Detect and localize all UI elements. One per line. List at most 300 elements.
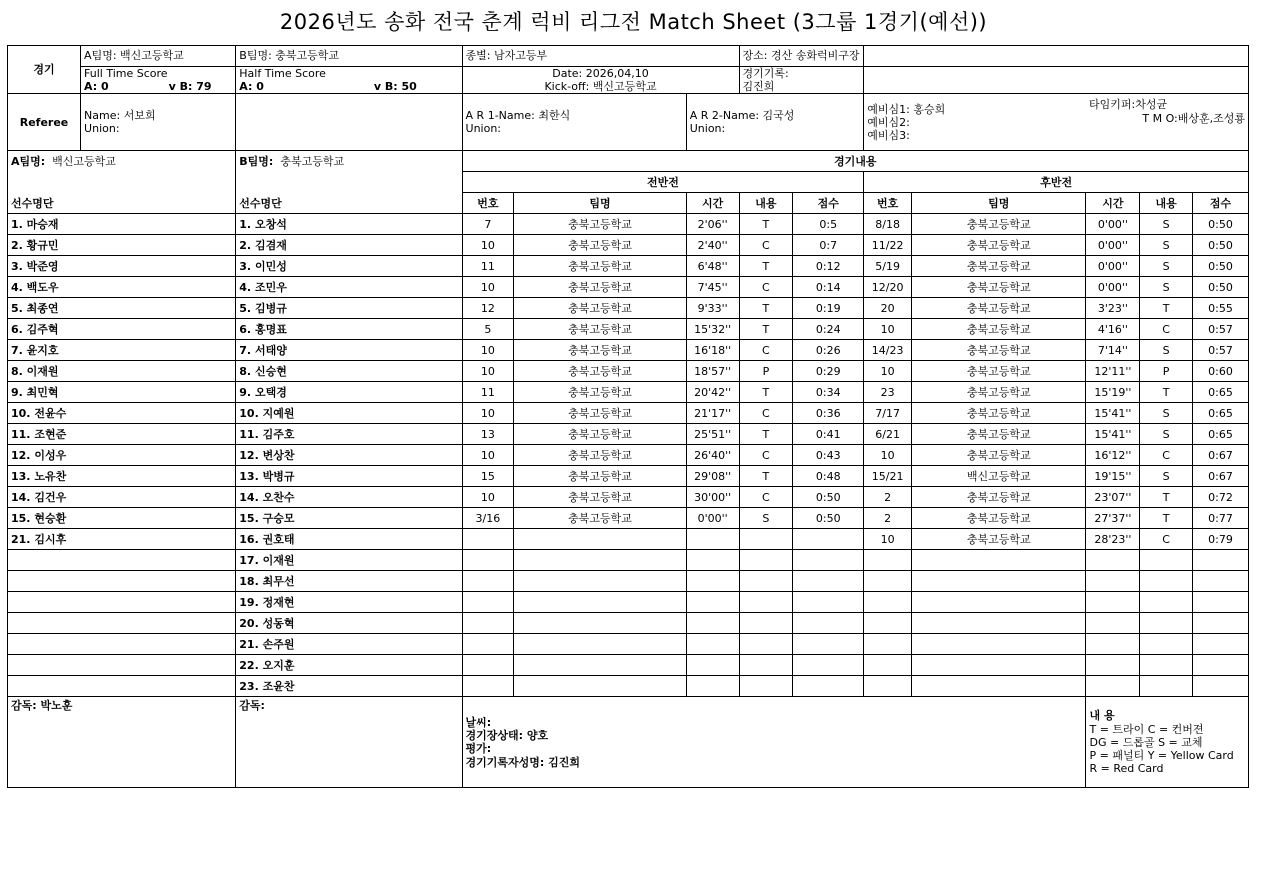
- h2-time: 27'37'': [1086, 508, 1140, 529]
- h2-no: 14/23: [864, 340, 912, 361]
- h2-team: 충북고등학교: [911, 298, 1086, 319]
- h1-time: [686, 592, 739, 613]
- h2-time: 0'00'': [1086, 277, 1140, 298]
- player-b: 20. 성동혁: [236, 613, 462, 634]
- h2-type: C: [1140, 319, 1193, 340]
- h1-team: 충북고등학교: [514, 424, 686, 445]
- h2-team: 충북고등학교: [911, 214, 1086, 235]
- h2-no: [864, 571, 912, 592]
- player-b: 3. 이민성: [236, 256, 462, 277]
- h2-time: [1086, 655, 1140, 676]
- players-b-header: 선수명단: [236, 193, 462, 214]
- first-half-header: 전반전: [462, 172, 864, 193]
- h2-score: 0:65: [1193, 403, 1249, 424]
- h1-time: 0'00'': [686, 508, 739, 529]
- venue-extra: [864, 46, 1249, 67]
- player-a: 5. 최종연: [8, 298, 236, 319]
- h1-team: 충북고등학교: [514, 487, 686, 508]
- h1-no: [462, 571, 514, 592]
- h1-score: 0:48: [793, 466, 864, 487]
- h1-type: C: [739, 340, 793, 361]
- table-row: [8, 445, 1249, 466]
- player-a: 4. 백도우: [8, 277, 236, 298]
- h1-score: 0:41: [793, 424, 864, 445]
- h1-team: [514, 613, 686, 634]
- h2-no: [864, 655, 912, 676]
- h1-type: C: [739, 235, 793, 256]
- h2-time: [1086, 592, 1140, 613]
- recorder-extra: [864, 67, 1249, 94]
- table-row: [8, 214, 1249, 235]
- player-b: 22. 오지훈: [236, 655, 462, 676]
- table-row: [8, 529, 1249, 550]
- h1-score: 0:7: [793, 235, 864, 256]
- col-type-2: 내용: [1140, 193, 1193, 214]
- table-row: [8, 487, 1249, 508]
- h1-team: [514, 592, 686, 613]
- player-b: 8. 신승현: [236, 361, 462, 382]
- recorder-field: 경기기록: 김진희: [739, 67, 864, 94]
- player-b: 2. 김겸재: [236, 235, 462, 256]
- h1-type: S: [739, 508, 793, 529]
- h2-no: 8/18: [864, 214, 912, 235]
- player-a: 6. 김주혁: [8, 319, 236, 340]
- h2-no: 10: [864, 445, 912, 466]
- evaluation: 평가:: [465, 742, 492, 756]
- h1-team: 충북고등학교: [514, 256, 686, 277]
- h1-score: [793, 571, 864, 592]
- h1-team: 충북고등학교: [514, 403, 686, 424]
- legend-line-4: R = Red Card: [1089, 762, 1164, 776]
- h1-type: C: [739, 277, 793, 298]
- table-row: [8, 613, 1249, 634]
- h1-score: [793, 634, 864, 655]
- h1-score: [793, 550, 864, 571]
- h1-time: 15'32'': [686, 319, 739, 340]
- h1-score: 0:5: [793, 214, 864, 235]
- h2-team: 충북고등학교: [911, 361, 1086, 382]
- match-info-row-2: [8, 67, 1249, 94]
- col-no-2: 번호: [864, 193, 912, 214]
- h2-type: S: [1140, 403, 1193, 424]
- roster-header-row-2: [8, 172, 1249, 193]
- roster-header-row-3: [8, 193, 1249, 214]
- referee-spacer: [236, 94, 462, 151]
- h1-no: [462, 634, 514, 655]
- player-b: 5. 김병규: [236, 298, 462, 319]
- h1-type: T: [739, 214, 793, 235]
- h1-type: T: [739, 319, 793, 340]
- player-a: [8, 613, 236, 634]
- h1-time: 20'42'': [686, 382, 739, 403]
- h2-type: S: [1140, 256, 1193, 277]
- h2-no: 15/21: [864, 466, 912, 487]
- h1-no: [462, 592, 514, 613]
- match-notes: [462, 697, 1086, 788]
- h1-time: [686, 634, 739, 655]
- h1-team: 충북고등학교: [514, 277, 686, 298]
- h1-team: 충북고등학교: [514, 214, 686, 235]
- player-b: 11. 김주호: [236, 424, 462, 445]
- h2-score: 0:79: [1193, 529, 1249, 550]
- h1-type: [739, 613, 793, 634]
- player-a: 8. 이재원: [8, 361, 236, 382]
- player-b: 14. 오찬수: [236, 487, 462, 508]
- h2-no: 10: [864, 529, 912, 550]
- h2-time: 15'19'': [1086, 382, 1140, 403]
- h1-no: 10: [462, 340, 514, 361]
- player-a: 10. 전윤수: [8, 403, 236, 424]
- venue-field: 장소: 경산 송화럭비구장: [739, 46, 864, 67]
- h2-team: 충북고등학교: [911, 529, 1086, 550]
- h2-score: [1193, 655, 1249, 676]
- h1-no: 15: [462, 466, 514, 487]
- second-half-header: 후반전: [864, 172, 1249, 193]
- table-row: [8, 361, 1249, 382]
- h1-team: [514, 550, 686, 571]
- player-b: 15. 구승모: [236, 508, 462, 529]
- h2-type: C: [1140, 445, 1193, 466]
- h2-time: 7'14'': [1086, 340, 1140, 361]
- table-row: [8, 592, 1249, 613]
- referee-label: Referee: [8, 94, 81, 151]
- team-b-field: B팀명: 충북고등학교: [236, 46, 462, 67]
- table-row: [8, 277, 1249, 298]
- h2-type: C: [1140, 529, 1193, 550]
- player-b: 12. 변상찬: [236, 445, 462, 466]
- team-a-roster-title: A팀명: 백신고등학교: [8, 151, 236, 172]
- col-team-2: 팀명: [911, 193, 1086, 214]
- h1-type: C: [739, 487, 793, 508]
- timekeeper-tmo: 타임키퍼:차성균 T M O:배상훈,조성룡: [1086, 94, 1249, 151]
- h1-team: [514, 571, 686, 592]
- h2-time: 15'41'': [1086, 424, 1140, 445]
- h1-type: T: [739, 466, 793, 487]
- player-b: 9. 오택경: [236, 382, 462, 403]
- h1-team: [514, 634, 686, 655]
- h1-type: T: [739, 298, 793, 319]
- h2-time: 4'16'': [1086, 319, 1140, 340]
- player-a: [8, 676, 236, 697]
- player-b: 18. 최무선: [236, 571, 462, 592]
- team-b-roster-title: B팀명: 충북고등학교: [236, 151, 462, 172]
- h2-time: 12'11'': [1086, 361, 1140, 382]
- h1-team: 충북고등학교: [514, 508, 686, 529]
- h1-score: [793, 655, 864, 676]
- player-b: 6. 홍명표: [236, 319, 462, 340]
- h2-score: 0:60: [1193, 361, 1249, 382]
- h2-team: 충북고등학교: [911, 277, 1086, 298]
- h2-time: 28'23'': [1086, 529, 1140, 550]
- h2-score: 0:77: [1193, 508, 1249, 529]
- h1-score: [793, 529, 864, 550]
- h1-time: 6'48'': [686, 256, 739, 277]
- h2-type: T: [1140, 508, 1193, 529]
- h1-time: [686, 571, 739, 592]
- table-row: [8, 571, 1249, 592]
- coach-a: 감독: 박노훈: [8, 697, 236, 788]
- h1-time: 16'18'': [686, 340, 739, 361]
- h2-score: [1193, 634, 1249, 655]
- weather: 날씨:: [465, 716, 492, 729]
- h2-no: 2: [864, 487, 912, 508]
- h2-no: [864, 550, 912, 571]
- player-a: 9. 최민혁: [8, 382, 236, 403]
- h1-no: 5: [462, 319, 514, 340]
- table-row: [8, 424, 1249, 445]
- h2-time: 16'12'': [1086, 445, 1140, 466]
- col-score-1: 점수: [793, 193, 864, 214]
- half-time-score: Half Time Score A: 0 v B: 50: [236, 67, 462, 94]
- h2-score: 0:65: [1193, 382, 1249, 403]
- player-a: 14. 김건우: [8, 487, 236, 508]
- col-time-2: 시간: [1086, 193, 1140, 214]
- match-sheet-table: [7, 45, 1249, 788]
- h1-type: [739, 592, 793, 613]
- col-no-1: 번호: [462, 193, 514, 214]
- h2-type: S: [1140, 340, 1193, 361]
- h1-time: 9'33'': [686, 298, 739, 319]
- h2-type: [1140, 550, 1193, 571]
- coach-b: 감독:: [236, 697, 462, 788]
- table-row: [8, 319, 1249, 340]
- h2-team: [911, 676, 1086, 697]
- player-b: 1. 오창석: [236, 214, 462, 235]
- roster-a-blank: [8, 172, 236, 193]
- h2-no: [864, 592, 912, 613]
- h1-team: [514, 655, 686, 676]
- h1-team: 충북고등학교: [514, 340, 686, 361]
- field-condition: 경기장상태: 양호: [465, 729, 549, 743]
- team-a-field: A팀명: 백신고등학교: [81, 46, 236, 67]
- h1-time: [686, 613, 739, 634]
- table-row: [8, 298, 1249, 319]
- h2-no: 10: [864, 361, 912, 382]
- table-row: [8, 340, 1249, 361]
- player-a: 11. 조현준: [8, 424, 236, 445]
- h2-type: [1140, 634, 1193, 655]
- h1-score: 0:12: [793, 256, 864, 277]
- col-team-1: 팀명: [514, 193, 686, 214]
- h1-time: [686, 529, 739, 550]
- legend: [1086, 697, 1249, 788]
- h2-time: 0'00'': [1086, 256, 1140, 277]
- category-field: 종별: 남자고등부: [462, 46, 739, 67]
- full-time-score: Full Time Score A: 0 v B: 79: [81, 67, 236, 94]
- h1-no: 10: [462, 361, 514, 382]
- h2-no: 5/19: [864, 256, 912, 277]
- h2-no: [864, 676, 912, 697]
- h2-team: 충북고등학교: [911, 508, 1086, 529]
- date-kickoff: Date: 2026,04,10 Kick-off: 백신고등학교: [462, 67, 739, 94]
- h2-time: 0'00'': [1086, 235, 1140, 256]
- h1-type: [739, 529, 793, 550]
- h1-score: 0:50: [793, 487, 864, 508]
- h1-team: 충북고등학교: [514, 445, 686, 466]
- h2-score: 0:57: [1193, 340, 1249, 361]
- h1-score: 0:26: [793, 340, 864, 361]
- h2-score: 0:50: [1193, 214, 1249, 235]
- referee-row: [8, 94, 1249, 151]
- h1-time: [686, 550, 739, 571]
- player-a: [8, 634, 236, 655]
- h2-no: 23: [864, 382, 912, 403]
- h2-team: 충북고등학교: [911, 235, 1086, 256]
- player-a: 13. 노유찬: [8, 466, 236, 487]
- h2-no: [864, 634, 912, 655]
- h2-no: 11/22: [864, 235, 912, 256]
- legend-line-1: T = 트라이 C = 컨버젼: [1089, 722, 1204, 736]
- match-content-header: 경기내용: [462, 151, 1248, 172]
- table-row: [8, 235, 1249, 256]
- table-row: [8, 655, 1249, 676]
- h2-team: 충북고등학교: [911, 340, 1086, 361]
- h1-no: 10: [462, 403, 514, 424]
- h1-score: 0:24: [793, 319, 864, 340]
- h2-time: [1086, 634, 1140, 655]
- h1-score: 0:14: [793, 277, 864, 298]
- h2-score: 0:67: [1193, 466, 1249, 487]
- h1-type: P: [739, 361, 793, 382]
- h2-score: 0:72: [1193, 487, 1249, 508]
- h1-no: [462, 550, 514, 571]
- player-a: 1. 마승재: [8, 214, 236, 235]
- legend-line-3: P = 패널티 Y = Yellow Card: [1089, 748, 1234, 762]
- h1-no: 11: [462, 382, 514, 403]
- h1-score: 0:29: [793, 361, 864, 382]
- h2-team: [911, 571, 1086, 592]
- table-row: [8, 634, 1249, 655]
- reserve-officials: 예비심1: 홍승희 예비심2: 예비심3:: [864, 94, 1086, 151]
- h2-type: [1140, 571, 1193, 592]
- h2-type: [1140, 592, 1193, 613]
- h2-score: 0:50: [1193, 235, 1249, 256]
- player-a: 12. 이성우: [8, 445, 236, 466]
- h2-team: [911, 655, 1086, 676]
- col-score-2: 점수: [1193, 193, 1249, 214]
- h1-time: 2'06'': [686, 214, 739, 235]
- footer-row: [8, 697, 1249, 788]
- h1-score: [793, 592, 864, 613]
- h1-team: 충북고등학교: [514, 466, 686, 487]
- h1-score: [793, 676, 864, 697]
- player-b: 21. 손주원: [236, 634, 462, 655]
- h1-no: 11: [462, 256, 514, 277]
- h1-no: 10: [462, 277, 514, 298]
- h2-no: 20: [864, 298, 912, 319]
- h2-score: [1193, 550, 1249, 571]
- h2-score: [1193, 613, 1249, 634]
- player-b: 19. 정재현: [236, 592, 462, 613]
- roster-b-blank: [236, 172, 462, 193]
- ar1-field: A R 1-Name: 최한식 Union:: [462, 94, 686, 151]
- h1-time: [686, 676, 739, 697]
- h1-team: 충북고등학교: [514, 361, 686, 382]
- h1-team: 충북고등학교: [514, 382, 686, 403]
- player-b: 17. 이재원: [236, 550, 462, 571]
- table-row: [8, 550, 1249, 571]
- h1-no: [462, 676, 514, 697]
- h2-type: S: [1140, 424, 1193, 445]
- player-a: [8, 655, 236, 676]
- h2-team: 충북고등학교: [911, 256, 1086, 277]
- h1-type: T: [739, 256, 793, 277]
- h2-type: S: [1140, 466, 1193, 487]
- h2-score: 0:50: [1193, 277, 1249, 298]
- h2-time: [1086, 550, 1140, 571]
- table-row: [8, 466, 1249, 487]
- h2-time: 23'07'': [1086, 487, 1140, 508]
- player-a: [8, 592, 236, 613]
- h2-team: [911, 550, 1086, 571]
- h1-team: 충북고등학교: [514, 235, 686, 256]
- h1-score: 0:50: [793, 508, 864, 529]
- h1-score: 0:34: [793, 382, 864, 403]
- h1-time: [686, 655, 739, 676]
- player-b: 7. 서태양: [236, 340, 462, 361]
- h2-no: 10: [864, 319, 912, 340]
- players-a-header: 선수명단: [8, 193, 236, 214]
- h2-type: [1140, 676, 1193, 697]
- h2-time: [1086, 613, 1140, 634]
- page-title: 2026년도 송화 전국 춘계 럭비 리그전 Match Sheet (3그룹 1경기(예선)): [279, 10, 988, 34]
- roster-header-row-1: [8, 151, 1249, 172]
- h2-no: 7/17: [864, 403, 912, 424]
- h2-score: 0:55: [1193, 298, 1249, 319]
- h2-type: P: [1140, 361, 1193, 382]
- col-type-1: 내용: [739, 193, 793, 214]
- h2-team: 백신고등학교: [911, 466, 1086, 487]
- h1-no: 12: [462, 298, 514, 319]
- h2-time: 0'00'': [1086, 214, 1140, 235]
- h2-team: 충북고등학교: [911, 487, 1086, 508]
- player-a: 3. 박준영: [8, 256, 236, 277]
- h2-type: T: [1140, 487, 1193, 508]
- h2-type: S: [1140, 277, 1193, 298]
- h2-type: [1140, 655, 1193, 676]
- h2-time: [1086, 571, 1140, 592]
- player-b: 13. 박병규: [236, 466, 462, 487]
- h2-team: 충북고등학교: [911, 319, 1086, 340]
- player-b: 16. 권호태: [236, 529, 462, 550]
- h1-time: 21'17'': [686, 403, 739, 424]
- h2-score: [1193, 676, 1249, 697]
- h2-score: [1193, 571, 1249, 592]
- col-time-1: 시간: [686, 193, 739, 214]
- h1-score: [793, 613, 864, 634]
- h1-team: 충북고등학교: [514, 319, 686, 340]
- h1-time: 2'40'': [686, 235, 739, 256]
- h2-team: [911, 634, 1086, 655]
- h2-team: [911, 613, 1086, 634]
- h2-time: 15'41'': [1086, 403, 1140, 424]
- player-a: [8, 550, 236, 571]
- h1-type: [739, 550, 793, 571]
- h1-type: [739, 676, 793, 697]
- recorder-signature: 경기기록자성명: 김진희: [465, 755, 581, 769]
- h2-no: 12/20: [864, 277, 912, 298]
- h2-team: [911, 592, 1086, 613]
- h2-score: 0:57: [1193, 319, 1249, 340]
- h2-type: S: [1140, 214, 1193, 235]
- h2-team: 충북고등학교: [911, 424, 1086, 445]
- legend-line-2: DG = 드롭골 S = 교체: [1089, 735, 1203, 749]
- ar2-field: A R 2-Name: 김국성 Union:: [686, 94, 864, 151]
- h2-time: 3'23'': [1086, 298, 1140, 319]
- h2-team: 충북고등학교: [911, 445, 1086, 466]
- h2-type: [1140, 613, 1193, 634]
- player-a: 2. 황규민: [8, 235, 236, 256]
